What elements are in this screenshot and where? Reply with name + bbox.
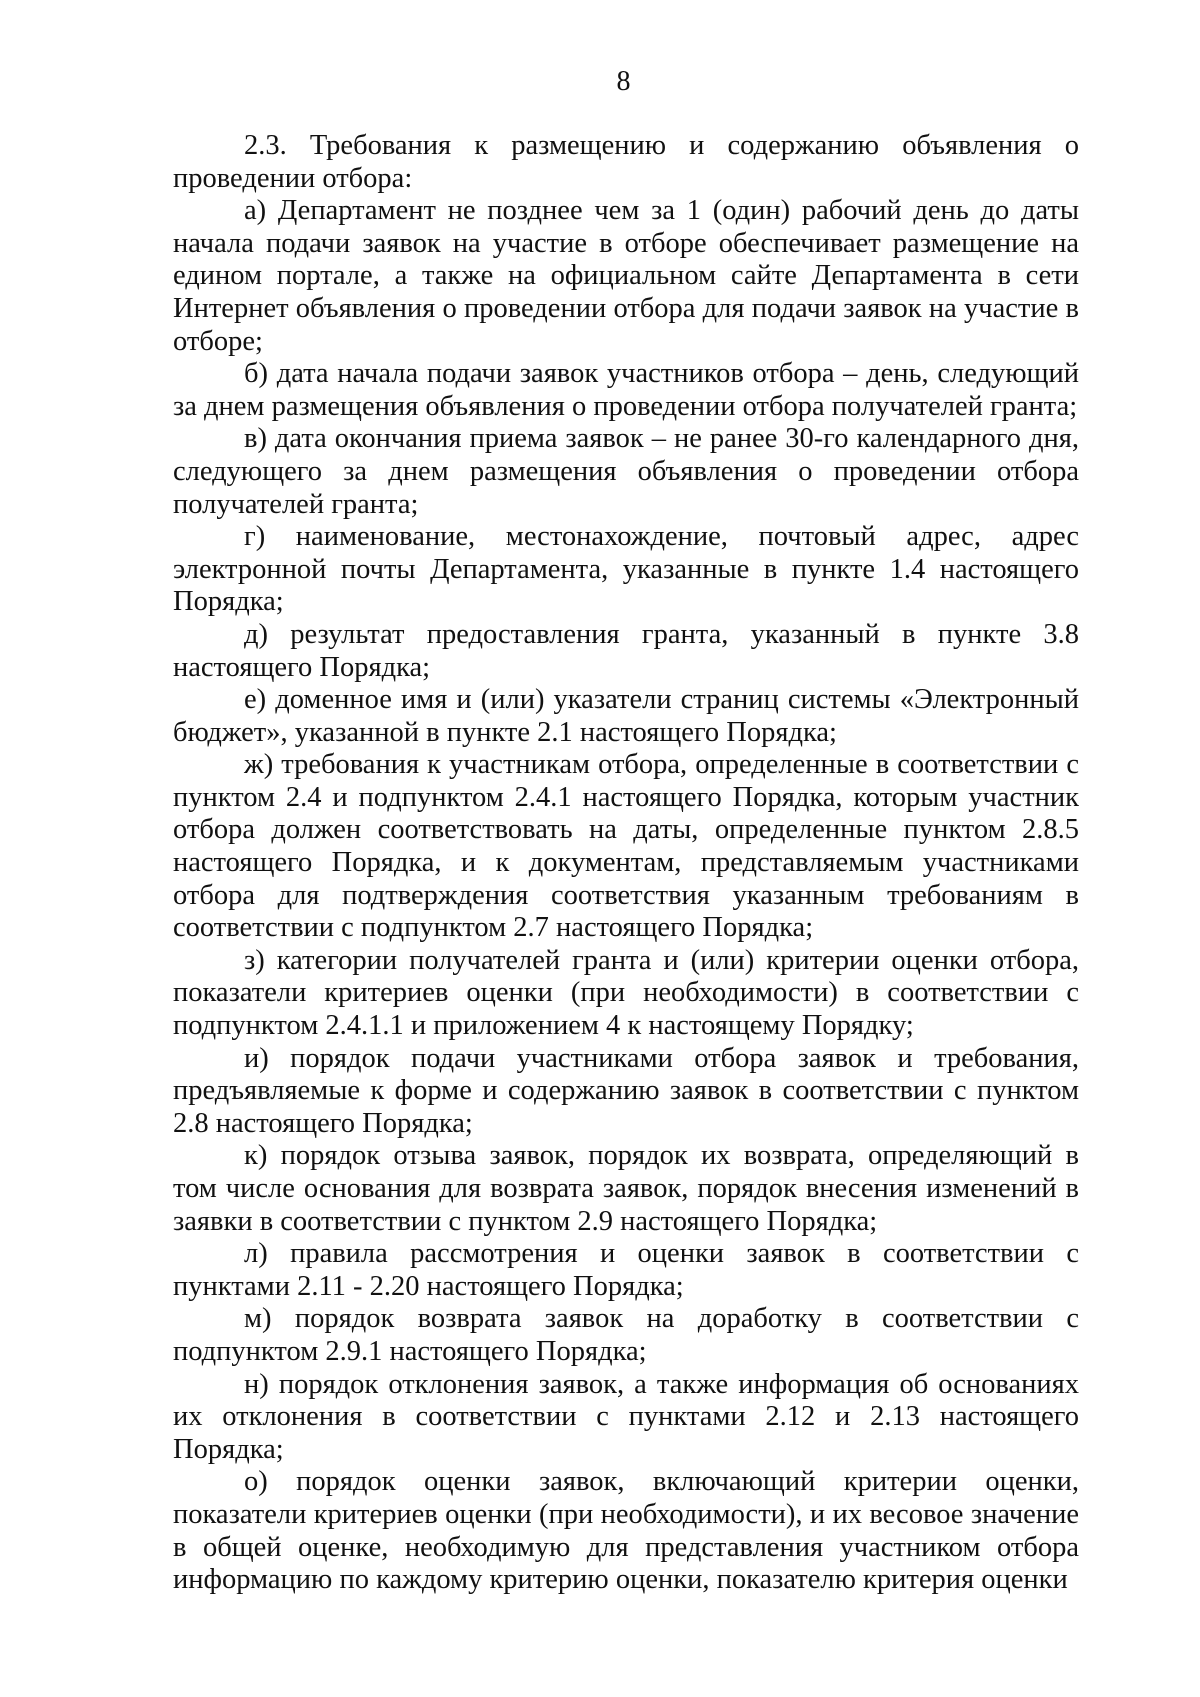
paragraph-v: в) дата окончания приема заявок – не ранее 30-го календарного дня, следующего за днем размещения объявления о проведении отбора получателей гранта; [173,423,1079,520]
paragraph-i: и) порядок подачи участниками отбора заявок и требования, предъявляемые к форме и содержанию заявок в соответствии с пунктом 2.8 настоящего Порядка; [173,1042,1079,1139]
paragraph-z: з) категории получателей гранта и (или) критерии оценки отбора, показатели критериев оценки (при необходимости) в соответствии с подпунктом 2.4.1.1 и приложением 4 к настоящему Порядку; [173,944,1079,1042]
paragraph-n: н) порядок отклонения заявок, а также информация об основаниях их отклонения в соответствии с пунктами 2.12 и 2.13 настоящего Порядка; [173,1368,1079,1465]
paragraph-2-3: 2.3. Требования к размещению и содержанию объявления о проведении отбора: [173,130,1079,194]
document-body [173,130,1079,1597]
paragraph-m: м) порядок возврата заявок на доработку в соответствии с подпунктом 2.9.1 настоящего Порядка; [173,1303,1079,1367]
paragraph-o: о) порядок оценки заявок, включающий критерии оценки, показатели критериев оценки (при необходимости), и их весовое значение в общей оценке, необходимую для представления участником отбора информацию по каждому критерию оценки, показателю критерия оценки [173,1466,1079,1596]
paragraph-g: г) наименование, местонахождение, почтовый адрес, адрес электронной почты Департамента, указанные в пункте 1.4 настоящего Порядка; [173,521,1079,618]
paragraph-l: л) правила рассмотрения и оценки заявок в соответствии с пунктами 2.11 - 2.20 настоящего Порядка; [173,1238,1079,1302]
paragraph-k: к) порядок отзыва заявок, порядок их возврата, определяющий в том числе основания для возврата заявок, порядок внесения изменений в заявки в соответствии с пунктом 2.9 настоящего Порядка; [173,1140,1079,1237]
paragraph-zh: ж) требования к участникам отбора, определенные в соответствии с пунктом 2.4 и подпунктом 2.4.1 настоящего Порядка, которым участник отбора должен соответствовать на даты, определенные пунктом 2.8.5 настоящего Порядка, и к документам, представляемым участниками отбора для подтверждения соответствия указанным требованиям в соответствии с подпунктом 2.7 настоящего Порядка; [173,749,1079,944]
paragraph-d: д) результат предоставления гранта, указанный в пункте 3.8 настоящего Порядка; [173,618,1079,683]
paragraph-e: е) доменное имя и (или) указатели страниц системы «Электронный бюджет», указанной в пункте 2.1 настоящего Порядка; [173,684,1079,748]
paragraph-b: б) дата начала подачи заявок участников отбора – день, следующий за днем размещения объявления о проведении отбора получателей гранта; [173,358,1079,422]
paragraph-a: а) Департамент не позднее чем за 1 (один) рабочий день до даты начала подачи заявок на участие в отборе обеспечивает размещение на едином портале, а также на официальном сайте Департамента в сети Интернет объявления о проведении отбора для подачи заявок на участие в отборе; [173,195,1079,357]
page-number: 8 [616,66,631,97]
